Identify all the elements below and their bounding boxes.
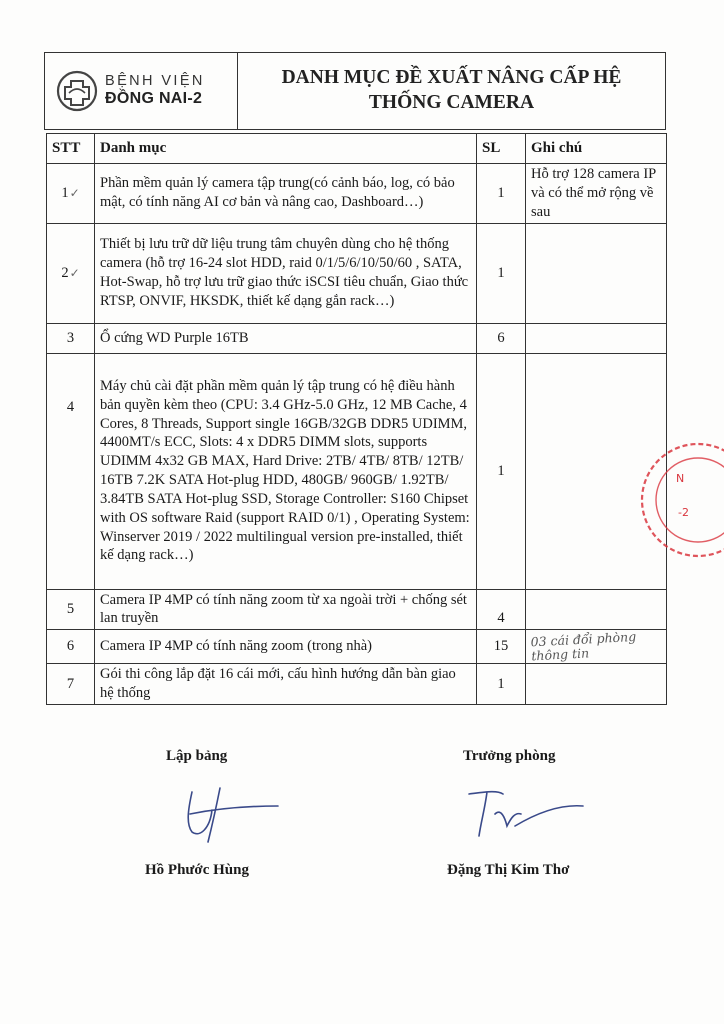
- right-signature-title: Trưởng phòng: [463, 748, 556, 764]
- row-stt: 3: [47, 323, 95, 353]
- row-note: [526, 323, 667, 353]
- right-signature-icon: [455, 778, 595, 848]
- header-name: Danh mục: [95, 134, 477, 164]
- document-header: [44, 52, 666, 130]
- row-stt: 5: [47, 589, 95, 630]
- row-sl: 1: [477, 664, 526, 705]
- title-line-1: DANH MỤC ĐỀ XUẤT NÂNG CẤP HỆ: [281, 67, 622, 89]
- hospital-logo: [45, 53, 238, 129]
- table-row: [47, 353, 667, 589]
- row-name: Gói thi công lắp đặt 16 cái mới, cấu hình hướng dẫn bàn giao hệ thống: [95, 664, 477, 705]
- row-sl: 1: [477, 164, 526, 224]
- row-stt: 6: [47, 630, 95, 664]
- logo-line-2: ĐỒNG NAI-2: [105, 90, 203, 108]
- row-sl: 15: [477, 630, 526, 664]
- left-signer-name: Hồ Phước Hùng: [145, 862, 249, 878]
- row-stt: 7: [47, 664, 95, 705]
- row-stt: 1: [61, 184, 69, 201]
- row-sl: 6: [477, 323, 526, 353]
- table-row: [47, 664, 667, 705]
- row-name: Camera IP 4MP có tính năng zoom từ xa ngoài trời + chống sét lan truyền: [95, 589, 477, 630]
- row-note: [526, 589, 667, 630]
- check-mark-icon: ✓: [69, 265, 80, 280]
- items-table: [46, 133, 667, 705]
- table-row: [47, 630, 667, 664]
- row-note: [526, 223, 667, 323]
- row-stt: 2: [61, 264, 69, 281]
- left-signature-icon: [160, 780, 290, 850]
- table-row: [47, 223, 667, 323]
- svg-text:-2: -2: [678, 506, 689, 519]
- row-name: Máy chủ cài đặt phần mềm quản lý tập trung có hệ điều hành bản quyền kèm theo (CPU: 3.4 GHz-5.0 GHz, 12 MB Cache, 4 Cores, 8 Threads, Support single 16GB/32GB DDR5 UDIMM, 4400MT/s ECC, Slots: 4 x DDR5 DIMM slots, supports UDIMM 4x32 GB MAX, Hard Drive: 2TB/ 4TB/ 8TB/ 12TB/ 16TB 7.2K SATA Hot-plug HDD, 480GB/ 960GB/ 1.92TB/ 3.84TB SATA Hot-plug SSD, Storage Controller: S160 Chipset with OS software Raid (support RAID 0/1) , Operating System: Winserver 2019 / 2022 multilingual version pre-installed, thiết kế dạng rack…): [95, 353, 477, 589]
- logo-line-1: BỆNH VIỆN: [105, 73, 205, 90]
- svg-text:N: N: [676, 472, 685, 485]
- table-header-row: [47, 134, 667, 164]
- row-sl: 1: [477, 223, 526, 323]
- left-signature-title: Lập bảng: [166, 748, 228, 764]
- table-row: [47, 589, 667, 630]
- row-note: Hỗ trợ 128 camera IP và có thể mở rộng về sau: [526, 164, 667, 224]
- row-stt: 4: [47, 353, 95, 589]
- table-row: [47, 323, 667, 353]
- row-name: Camera IP 4MP có tính năng zoom (trong nhà): [95, 630, 477, 664]
- row-sl: 1: [477, 353, 526, 589]
- title-line-2: THỐNG CAMERA: [368, 92, 535, 113]
- header-stt: STT: [47, 134, 95, 164]
- row-name: Ổ cứng WD Purple 16TB: [95, 323, 477, 353]
- header-sl: SL: [477, 134, 526, 164]
- handwritten-note: 03 cái đổi phòng thông tin: [530, 629, 637, 665]
- hospital-emblem-icon: [55, 69, 99, 113]
- row-name: Phần mềm quản lý camera tập trung(có cảnh báo, log, có bảo mật, có tính năng AI cơ bản và nâng cao, Dashboard…): [95, 164, 477, 224]
- row-note: [526, 664, 667, 705]
- table-row: [47, 164, 667, 224]
- document-title: [238, 53, 665, 129]
- header-note: Ghi chú: [526, 134, 667, 164]
- check-mark-icon: ✓: [69, 185, 80, 200]
- stamp-seal-icon: [620, 430, 724, 570]
- row-name: Thiết bị lưu trữ dữ liệu trung tâm chuyên dùng cho hệ thống camera (hỗ trợ 16-24 slot HDD, raid 0/1/5/6/10/50/60 , SATA, Hot-Swap, hỗ trợ lưu trữ giao thức iSCSI tiêu chuẩn, Giao thức RTSP, ONVIF, HKSDK, thiết kế dạng gắn rack…): [95, 223, 477, 323]
- row-sl: 4: [477, 589, 526, 630]
- right-signer-name: Đặng Thị Kim Thơ: [447, 862, 570, 878]
